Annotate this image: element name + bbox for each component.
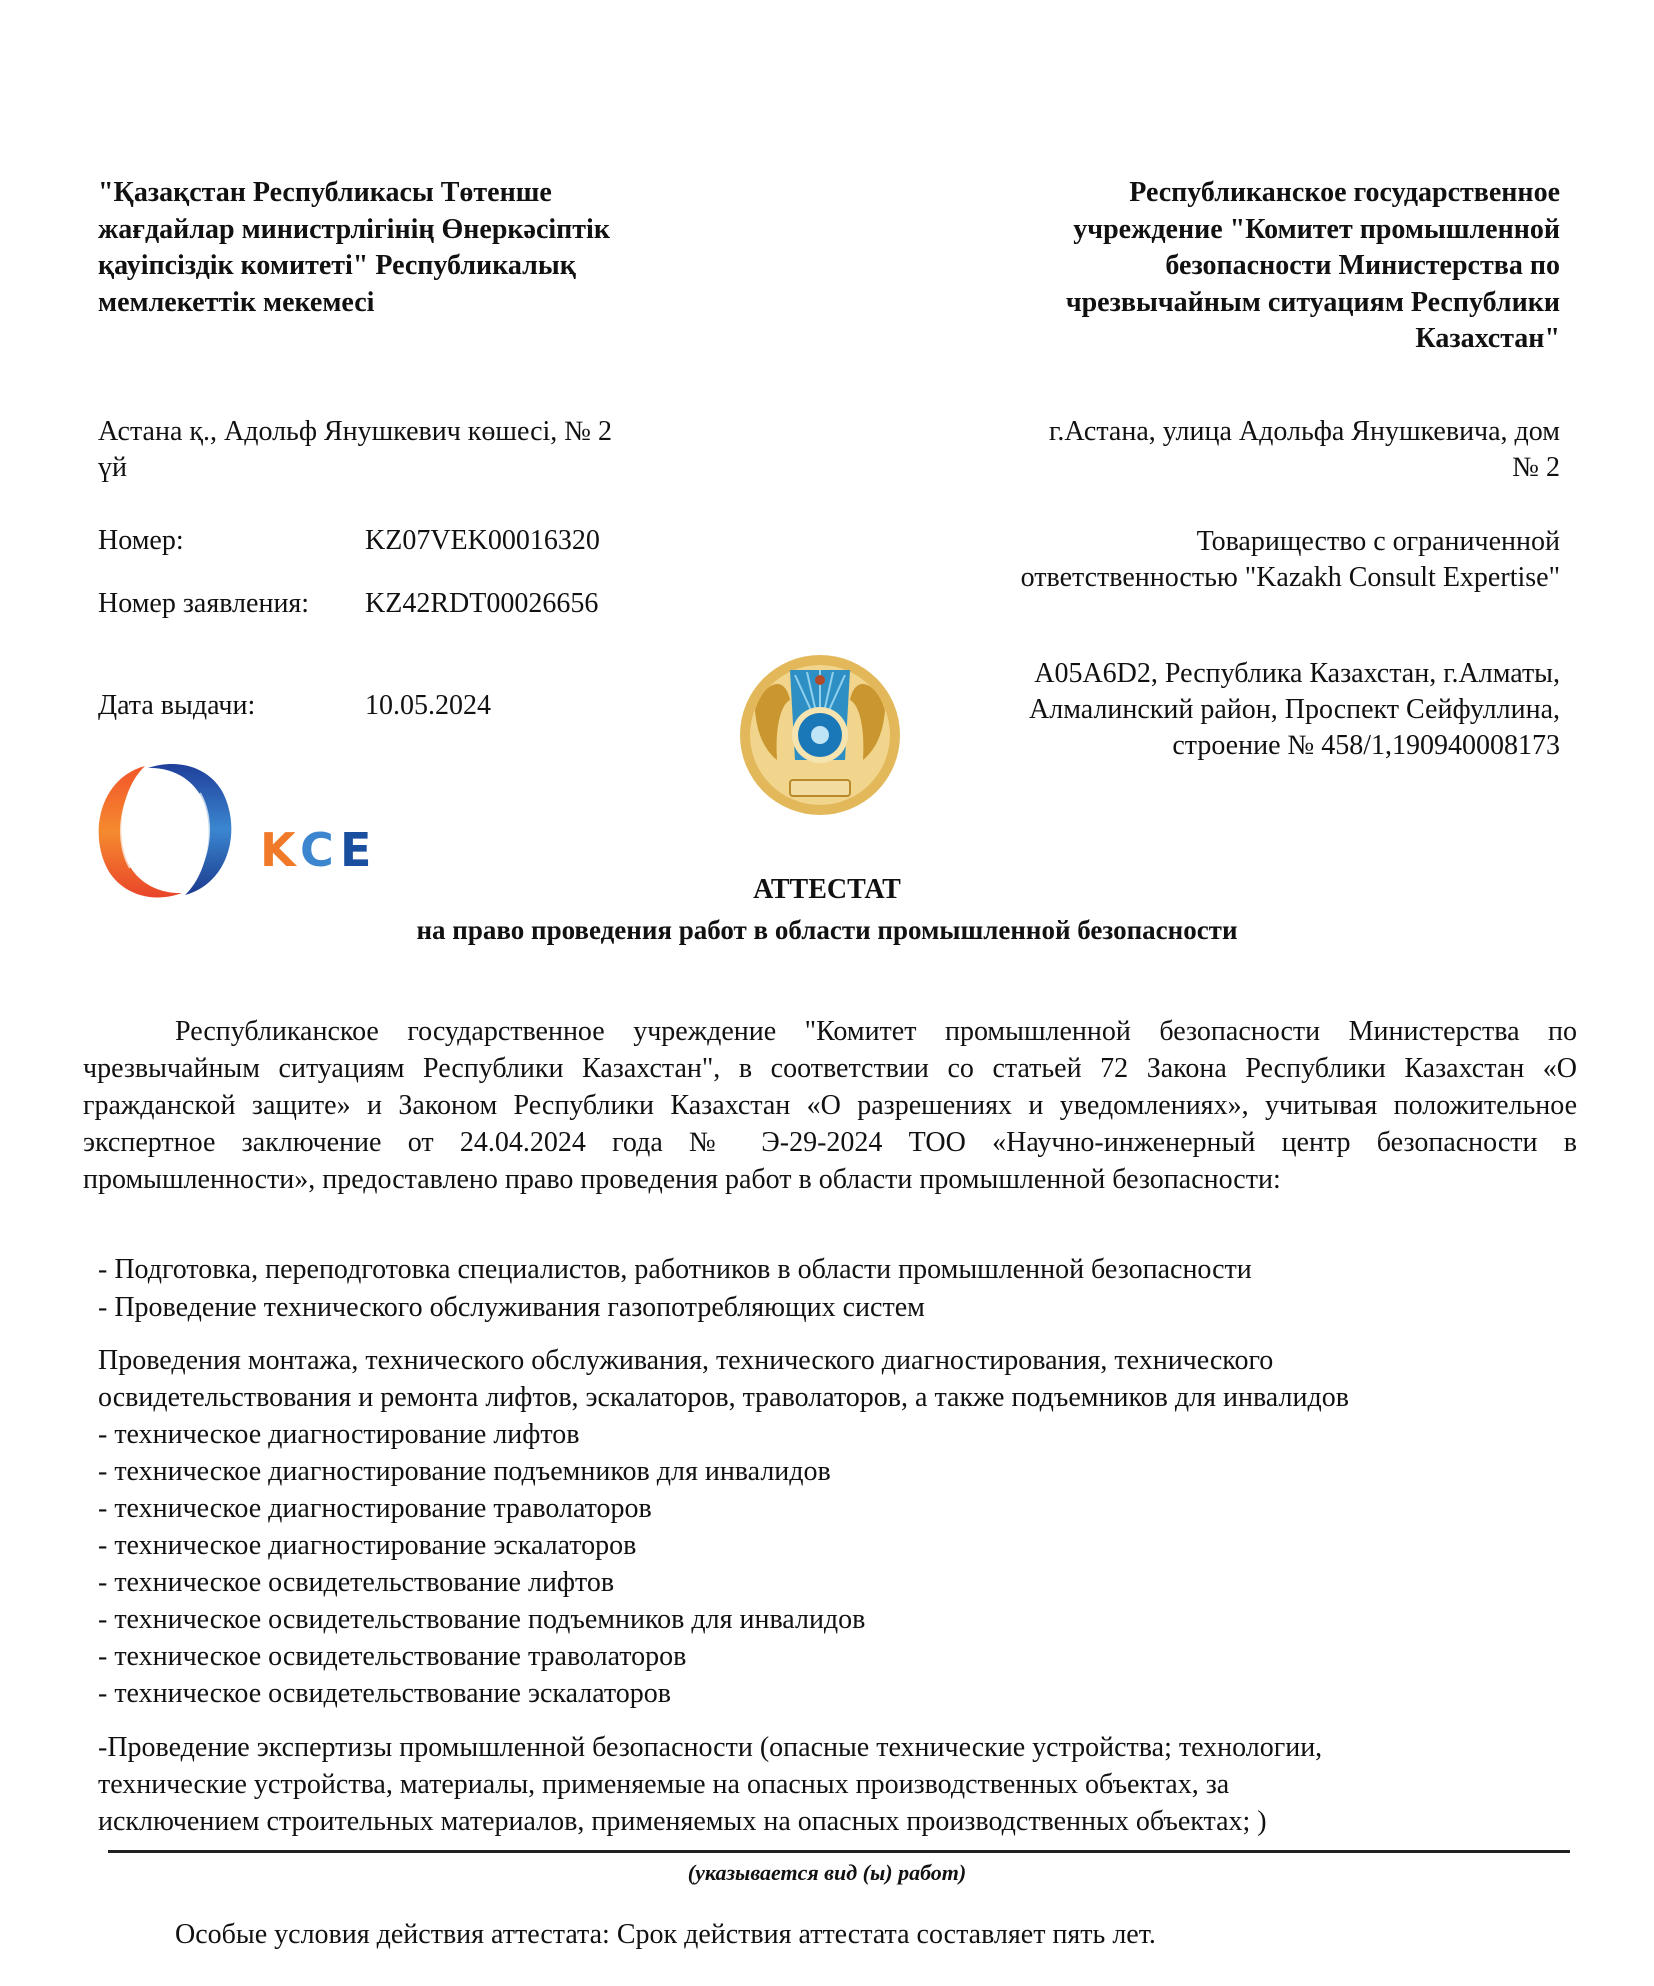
authority-name-ru [940,175,1560,358]
authority-kz-line: мемлекеттік мекемесі [98,286,375,318]
document-title: АТТЕСТАТ [753,874,901,905]
list-item: - техническое диагностирование эскалаторов [98,1530,637,1561]
list-item: - техническое освидетельствование траволаторов [98,1641,687,1672]
list-item: - техническое диагностирование траволаторов [98,1493,652,1524]
rule-caption: (указывается вид (ы) работ) [687,1860,967,1885]
holder-address-line: строение № 458/1,190940008173 [1172,730,1560,761]
list-item: - Проведение технического обслуживания газопотребляющих систем [98,1292,925,1323]
application-number-label: Номер заявления: [98,588,310,619]
expertise-line: технические устройства, материалы, применяемые на опасных производственных объектах, за [98,1769,1230,1800]
holder-name-line: ответственностью "Kazakh Consult Expertise" [1020,562,1560,593]
logo-letter-k: K [260,823,296,877]
address-line: үй [98,452,127,483]
lifts-works-intro [98,1342,1568,1416]
application-number-value: KZ42RDT00026656 [365,588,599,619]
authority-ru-line: безопасности Министерства по [1165,250,1560,281]
expertise-line: -Проведение экспертизы промышленной безопасности (опасные технические устройства; технологии, [98,1732,1323,1763]
address-line: г.Астана, улица Адольфа Янушкевича, дом [1049,416,1560,447]
authority-kz-line: "Қазақстан Республикасы Төтенше [98,177,552,208]
list-item: - техническое освидетельствование подъемников для инвалидов [98,1604,866,1635]
number-label: Номер: [98,525,184,556]
authority-ru-line: чрезвычайным ситуациям Республики [1065,286,1560,318]
works-list-primary [98,1251,1568,1327]
authority-kz-line: жағдайлар министрлігінің Өнеркәсіптік [98,213,610,245]
holder-address-line: Алмалинский район, Проспект Сейфуллина, [1029,694,1560,725]
document-subtitle: на право проведения работ в области промышленной безопасности [416,915,1238,945]
authority-ru-line: Казахстан" [1415,323,1560,354]
issue-date-label: Дата выдачи: [98,690,256,721]
holder-address-line: A05A6D2, Республика Казахстан, г.Алматы, [1034,658,1560,689]
divider-rule [108,1850,1570,1853]
intro-line: Проведения монтажа, технического обслуживания, технического диагностирования, технического [98,1345,1274,1376]
list-item: - техническое диагностирование лифтов [98,1419,580,1450]
authority-address-kz [98,414,718,486]
works-list-lifts [98,1416,1568,1712]
logo-letter-c: C [300,823,334,877]
issue-date-value: 10.05.2024 [365,690,491,721]
list-item: - техническое освидетельствование эскалаторов [98,1678,672,1709]
expertise-works [98,1729,1568,1840]
body-paragraph: Республиканское государственное учреждение "Комитет промышленной безопасности Министерства по чрезвычайным ситуациям Республики Казахстан", в соответствии со статьей 72 Закона Республики Казахстан «О гражданской защите» и Законом Республики Казахстан «О разрешениях и уведомлениях», учитывая положительное экспертное заключение от 24.04.2024 года № Э-29-2024 ТОО «Научно-инженерный центр безопасности в промышленности», предоставлено право проведения работ в области промышленной безопасности: [83,1016,1577,1195]
authority-kz-line: қауіпсіздік комитеті" Республикалық [98,250,576,281]
authority-ru-line: Республиканское государственное [1129,177,1560,208]
address-line: № 2 [1512,452,1560,483]
list-item: - Подготовка, переподготовка специалистов, работников в области промышленной безопасности [98,1254,1252,1285]
address-line: Астана қ., Адольф Янушкевич көшесі, № 2 [98,416,613,447]
coat-of-arms-icon [735,650,905,820]
holder-name-line: Товарищество с ограниченной [1196,526,1560,557]
number-value: KZ07VEK00016320 [365,525,600,556]
authority-ru-line: учреждение "Комитет промышленной [1073,213,1560,245]
authority-name-kz [98,175,718,321]
state-emblem [735,650,905,820]
intro-line: освидетельствования и ремонта лифтов, эскалаторов, траволаторов, а также подъемников для инвалидов [98,1382,1349,1413]
authority-address-ru [900,414,1560,486]
logo-letter-e: E [340,823,372,877]
special-conditions: Особые условия действия аттестата: Срок действия аттестата составляет пять лет. [175,1919,1156,1950]
expertise-line: исключением строительных материалов, применяемых на опасных производственных объектах; ) [98,1806,1267,1837]
holder-name [900,524,1560,596]
list-item: - техническое освидетельствование лифтов [98,1567,615,1598]
holder-address [900,656,1560,764]
list-item: - техническое диагностирование подъемников для инвалидов [98,1456,831,1487]
